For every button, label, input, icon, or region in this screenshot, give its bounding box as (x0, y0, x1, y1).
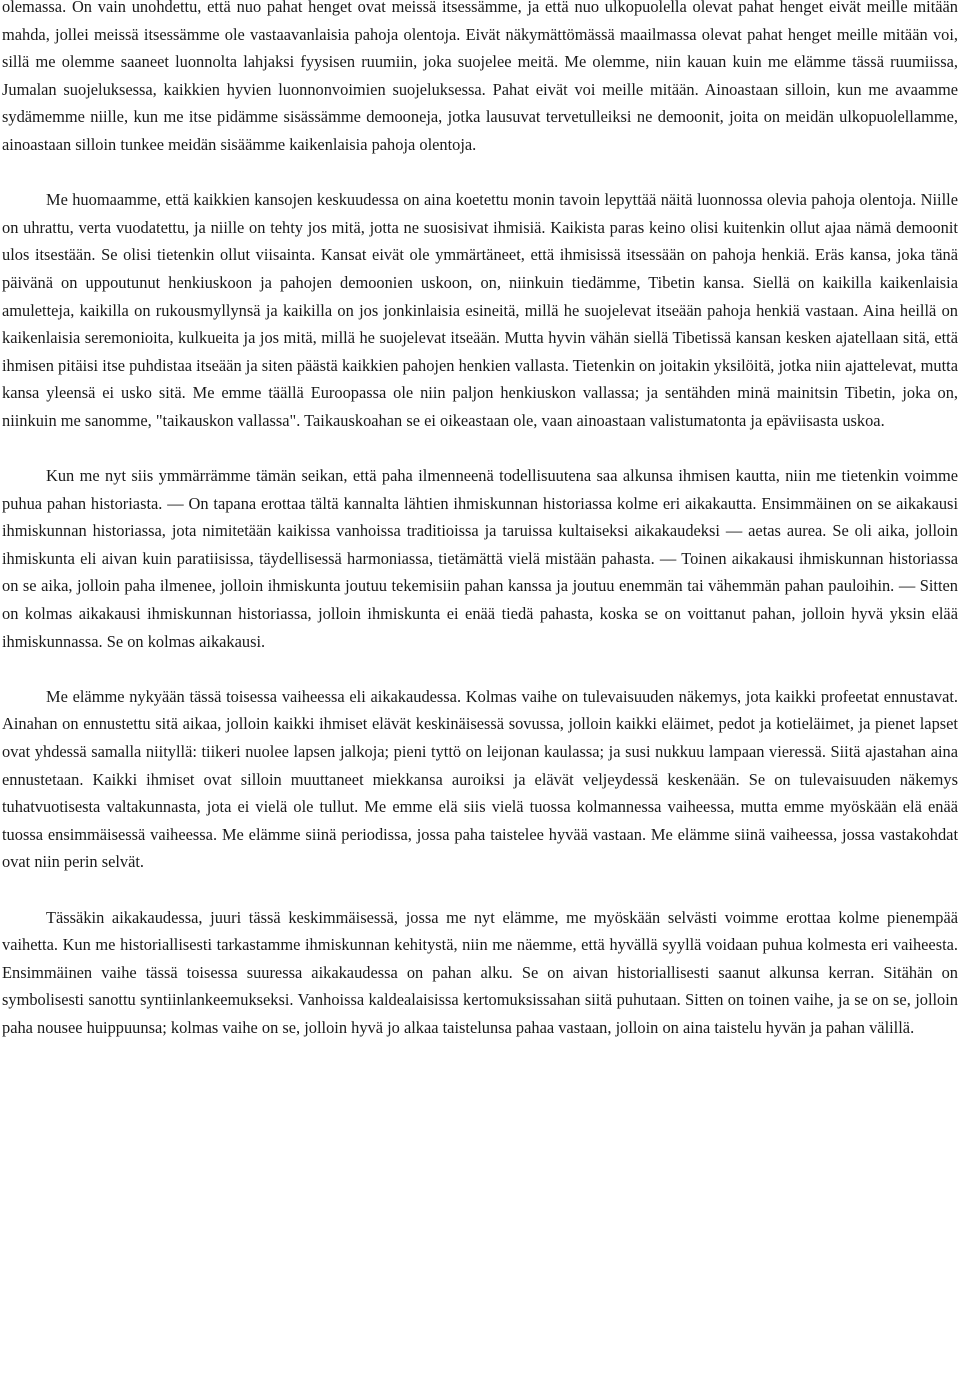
paragraph-5: Tässäkin aikakaudessa, juuri tässä keskimmäisessä, jossa me nyt elämme, me myöskään selvästi voimme erottaa kolme pienempää vaihetta. Kun me historiallisesti tarkastamme ihmiskunnan kehitystä, niin me näemme, että hyvällä syyllä voidaan puhua kolmesta eri vaiheesta. Ensimmäinen vaihe tässä toisessa suuressa aikakaudessa on pahan alku. Se on aivan historiallisesti saanut alkunsa kerran. Sitähän on symbolisesti sanottu syntiinlankeemukseksi. Vanhoissa kaldealaisissa kertomuksissahan siitä puhutaan. Sitten on toinen vaihe, ja se on se, jolloin paha nousee huippuunsa; kolmas vaihe on se, jolloin hyvä jo alkaa taistelunsa pahaa vastaan, jolloin on aina taistelu hyvän ja pahan välillä. (2, 907, 958, 1037)
paragraph-4: Me elämme nykyään tässä toisessa vaiheessa eli aikakaudessa. Kolmas vaihe on tulevaisuuden näkemys, jota kaikki profeetat ennustavat. Ainahan on ennustettu sitä aikaa, jolloin kaikki ihmiset elävät keskinäisessä sovussa, jolloin kaikki eläimet, pedot ja kotieläimet, ja pienet lapset ovat yhdessä samalla niityllä: tiikeri nuolee lapsen jalkoja; pieni tyttö on leijonan kaulassa; ja susi nukkuu lampaan vieressä. Siitä ajastahan aina ennustetaan. Kaikki ihmiset ovat silloin muuttaneet miekkansa auroiksi ja elävät veljeydessä keskenään. Se on tulevaisuuden näkemys tuhatvuotisesta valtakunnasta, jota ei vielä ole tullut. Me emme elä siis vielä tuossa kolmannessa vaiheessa, mutta emme myöskään elä enää tuossa ensimmäisessä vaiheessa. Me elämme siinä periodissa, jossa paha taistelee hyvää vastaan. Me elämme siinä vaiheessa, jossa vastakohdat ovat niin perin selvät. (2, 686, 958, 872)
paragraph-2: Me huomaamme, että kaikkien kansojen keskuudessa on aina koetettu monin tavoin lepyttää näitä luonnossa olevia pahoja olentoja. Niille on uhrattu, verta vuodatettu, ja niille on tehty jos mitä, jotta ne suosisivat ihmisiä. Kaikista paras keino olisi kuitenkin ollut ajaa nämä demoonit ulos itsestään. Se olisi tietenkin ollut viisainta. Kansat eivät ole ymmärtäneet, että ihmisissä itsessään on pahoja henkiä. Eräs kansa, joka tänä päivänä on uppoutunut henkiuskoon ja pahojen demoonien uskoon, on, niinkuin tiedämme, Tibetin kansa. Siellä on kaikilla kaikenlaisia amuletteja, kaikilla on rukousmyllynsä ja kaikilla on jos jonkinlaisia esineitä, millä he suojelevat itseään pahoja henkiä vastaan. Aina heillä on kaikenlaisia seremonioita, kulkueita ja jos mitä, millä he suojelevat itseään. Mutta hyvin vähän siellä Tibetissä kansan kesken ajatellaan sitä, että ihmisen pitäisi itse puhdistaa itseään ja siten päästä kaikkien pahojen henkien vallasta. Tietenkin on joitakin yksilöitä, jotka niin ajattelevat, mutta kansa yleensä ei usko sitä. Me emme täällä Euroopassa ole niin paljon henkiuskon vallassa; ja sentähden minä mainitsin Tibetin, joka on, niinkuin me sanomme, "taikauskon vallassa". Taikauskoahan se ei oikeastaan ole, vaan ainoastaan valistumatonta ja epäviisasta uskoa. (2, 190, 958, 430)
paragraph-spacer (2, 159, 958, 187)
document-page (2, 0, 958, 1042)
paragraph-1: olemassa. On vain unohdettu, että nuo pahat henget ovat meissä itsessämme, ja että nuo ulkopuolella olevat pahat henget eivät meille mitään mahda, jollei meissä itsessämme ole vastaavanlaisia pahoja olentoja. Eivät näkymättömässä maailmassa olevat pahat henget meille mitään voi, sillä me olemme saaneet luonnolta lahjaksi fyysisen ruumiin, joka suojelee meitä. Me olemme, niin kauan kuin me elämme tässä ruumiissa, Jumalan suojeluksessa, kaikkien hyvien luonnonvoimien suojeluksessa. Pahat eivät voi meille mitään. Ainoastaan silloin, kun me avaamme sydämemme niille, kun me itse pidämme sisässämme demooneja, jotka lausuvat tervetulleiksi ne demoonit, joita on meidän ulkopuolellamme, ainoastaan silloin tunkee meidän sisäämme kaikenlaisia pahoja olentoja. (2, 0, 958, 154)
paragraph-spacer (2, 876, 958, 904)
paragraph-spacer (2, 655, 958, 683)
paragraph-spacer (2, 435, 958, 463)
paragraph-3: Kun me nyt siis ymmärrämme tämän seikan, että paha ilmenneenä todellisuutena saa alkunsa ihmisen kautta, niin me tietenkin voimme puhua pahan historiasta. — On tapana erottaa tältä kannalta lähtien ihmiskunnan historiassa kolme eri aikakautta. Ensimmäinen on se aikakausi ihmiskunnan historiassa, jota nimitetään kaikissa vanhoissa traditioissa ja taruissa kultaiseksi aikakaudeksi — aetas aurea. Se oli aika, jolloin ihmiskunta eli aivan kuin paratiisissa, täydellisessä harmoniassa, tietämättä vielä mistään pahasta. — Toinen aikakausi ihmiskunnan historiassa on se aika, jolloin paha ilmenee, jolloin ihmiskunta joutuu tekemisiin pahan kanssa ja joutuu enemmän tai vähemmän pahan pauloihin. — Sitten on kolmas aikakausi ihmiskunnan historiassa, jolloin ihmiskunta ei enää tiedä pahasta, koska se on voittanut pahan, jolloin hyvä yksin elää ihmiskunnassa. Se on kolmas aikakausi. (2, 466, 958, 651)
